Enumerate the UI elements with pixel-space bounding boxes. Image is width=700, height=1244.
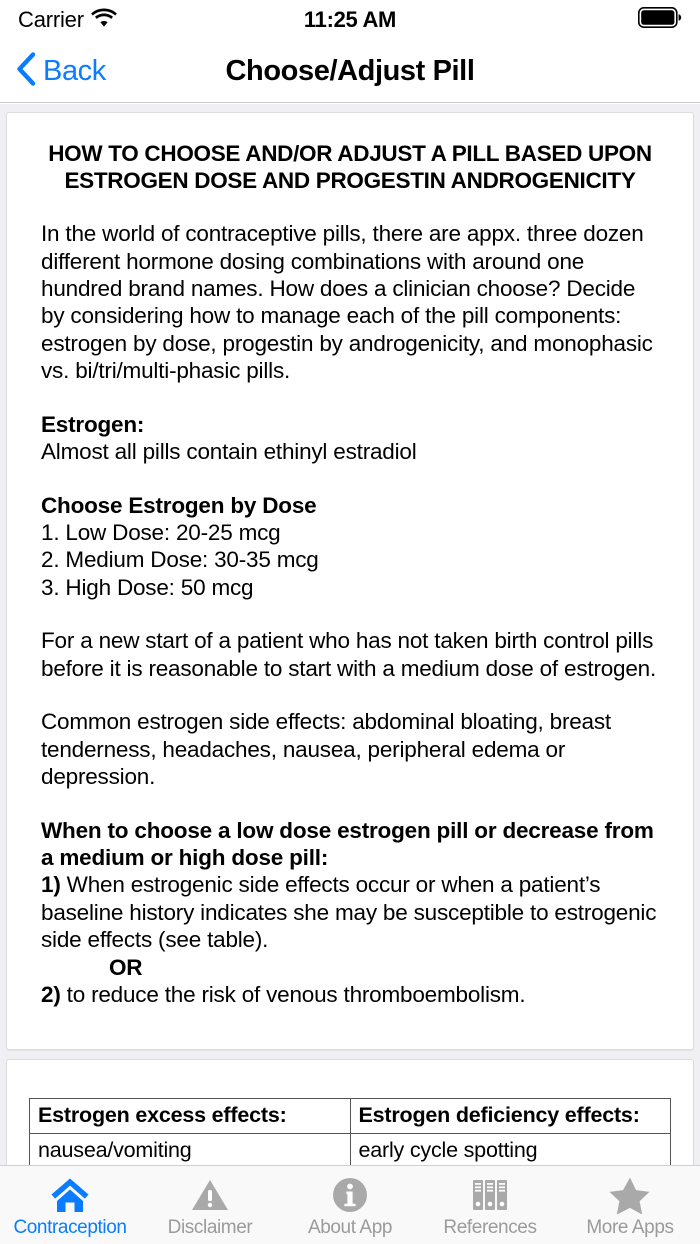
page-title: Choose/Adjust Pill	[225, 54, 475, 87]
tab-bar	[0, 1165, 700, 1244]
info-circle-icon	[330, 1176, 370, 1214]
tab-more-apps-label: More Apps	[586, 1216, 674, 1238]
status-bar	[0, 0, 700, 40]
tab-references-label: References	[443, 1216, 537, 1238]
dose-heading: Choose Estrogen by Dose	[41, 492, 317, 518]
chevron-left-icon	[16, 52, 36, 91]
status-bar-time: 11:25 AM	[303, 7, 397, 32]
content-scroll-area[interactable]	[0, 104, 700, 1165]
tab-disclaimer-label: Disclaimer	[167, 1216, 253, 1238]
reason-1	[41, 871, 659, 953]
table-cell-deficiency-1: early cycle spotting	[350, 1133, 671, 1165]
reason-1-marker: 1)	[41, 872, 61, 898]
side-effects-paragraph: Common estrogen side effects: abdominal bloating, breast tenderness, headaches, nausea, peripheral edema or depression.	[41, 709, 611, 790]
table-row	[30, 1133, 671, 1165]
table-card	[6, 1059, 694, 1165]
binders-icon	[470, 1176, 510, 1214]
estrogen-effects-table	[29, 1098, 671, 1165]
dose-item-3: 3. High Dose: 50 mcg	[41, 574, 254, 600]
battery-full-icon	[638, 7, 682, 33]
wifi-icon	[91, 8, 117, 32]
status-bar-right	[638, 7, 682, 33]
table-header-deficiency: Estrogen deficiency effects:	[350, 1098, 671, 1133]
carrier-label: Carrier	[18, 7, 84, 32]
tab-contraception-label: Contraception	[13, 1216, 127, 1238]
dose-item-2: 2. Medium Dose: 30-35 mcg	[41, 547, 319, 573]
estrogen-section	[41, 411, 659, 466]
table-header-row	[30, 1098, 671, 1133]
back-button[interactable]	[0, 52, 106, 91]
intro-paragraph: In the world of contraceptive pills, there are appx. three dozen different hormone dosing combinations with around one hundred brand names. How does a clinician choose? Decide by considering how to manage each of the pill components: estrogen by dose, progestin by androgenicity, and monophasic vs. bi/tri/multi-phasic pills.	[41, 221, 653, 384]
document-heading: HOW TO CHOOSE AND/OR ADJUST A PILL BASED UPON ESTROGEN DOSE AND PROGESTIN ANDROGENICITY	[48, 141, 652, 193]
estrogen-body: Almost all pills contain ethinyl estradiol	[41, 439, 417, 465]
tab-references[interactable]	[420, 1166, 560, 1244]
dose-item-1: 1. Low Dose: 20-25 mcg	[41, 520, 281, 546]
tab-contraception[interactable]	[0, 1166, 140, 1244]
or-separator: OR	[109, 954, 143, 980]
reason-1-text: When estrogenic side effects occur or when a patient’s baseline history indicates she may be susceptible to estrogenic side effects (see table).	[41, 872, 657, 953]
low-dose-heading: When to choose a low dose estrogen pill or decrease from a medium or high dose pill:	[41, 817, 654, 870]
estrogen-heading: Estrogen:	[41, 411, 145, 437]
tab-more-apps[interactable]	[560, 1166, 700, 1244]
back-button-label: Back	[43, 54, 106, 87]
article-card	[6, 112, 694, 1050]
table-cell-excess-1: nausea/vomiting	[30, 1133, 351, 1165]
reason-2-marker: 2)	[41, 982, 61, 1008]
tab-about-app[interactable]	[280, 1166, 420, 1244]
table-header-excess: Estrogen excess effects:	[30, 1098, 351, 1133]
dose-section	[41, 492, 659, 602]
reason-2-text: to reduce the risk of venous thromboembolism.	[60, 982, 526, 1008]
tab-disclaimer[interactable]	[140, 1166, 280, 1244]
status-bar-left	[18, 7, 117, 33]
navigation-bar	[0, 40, 700, 103]
star-icon	[609, 1176, 651, 1214]
reason-2	[41, 981, 659, 1008]
home-icon	[50, 1176, 90, 1214]
low-dose-section	[41, 817, 659, 1009]
new-start-paragraph: For a new start of a patient who has not taken birth control pills before it is reasonable to start with a medium dose of estrogen.	[41, 628, 657, 681]
warning-triangle-icon	[190, 1176, 230, 1214]
tab-about-app-label: About App	[307, 1216, 393, 1238]
